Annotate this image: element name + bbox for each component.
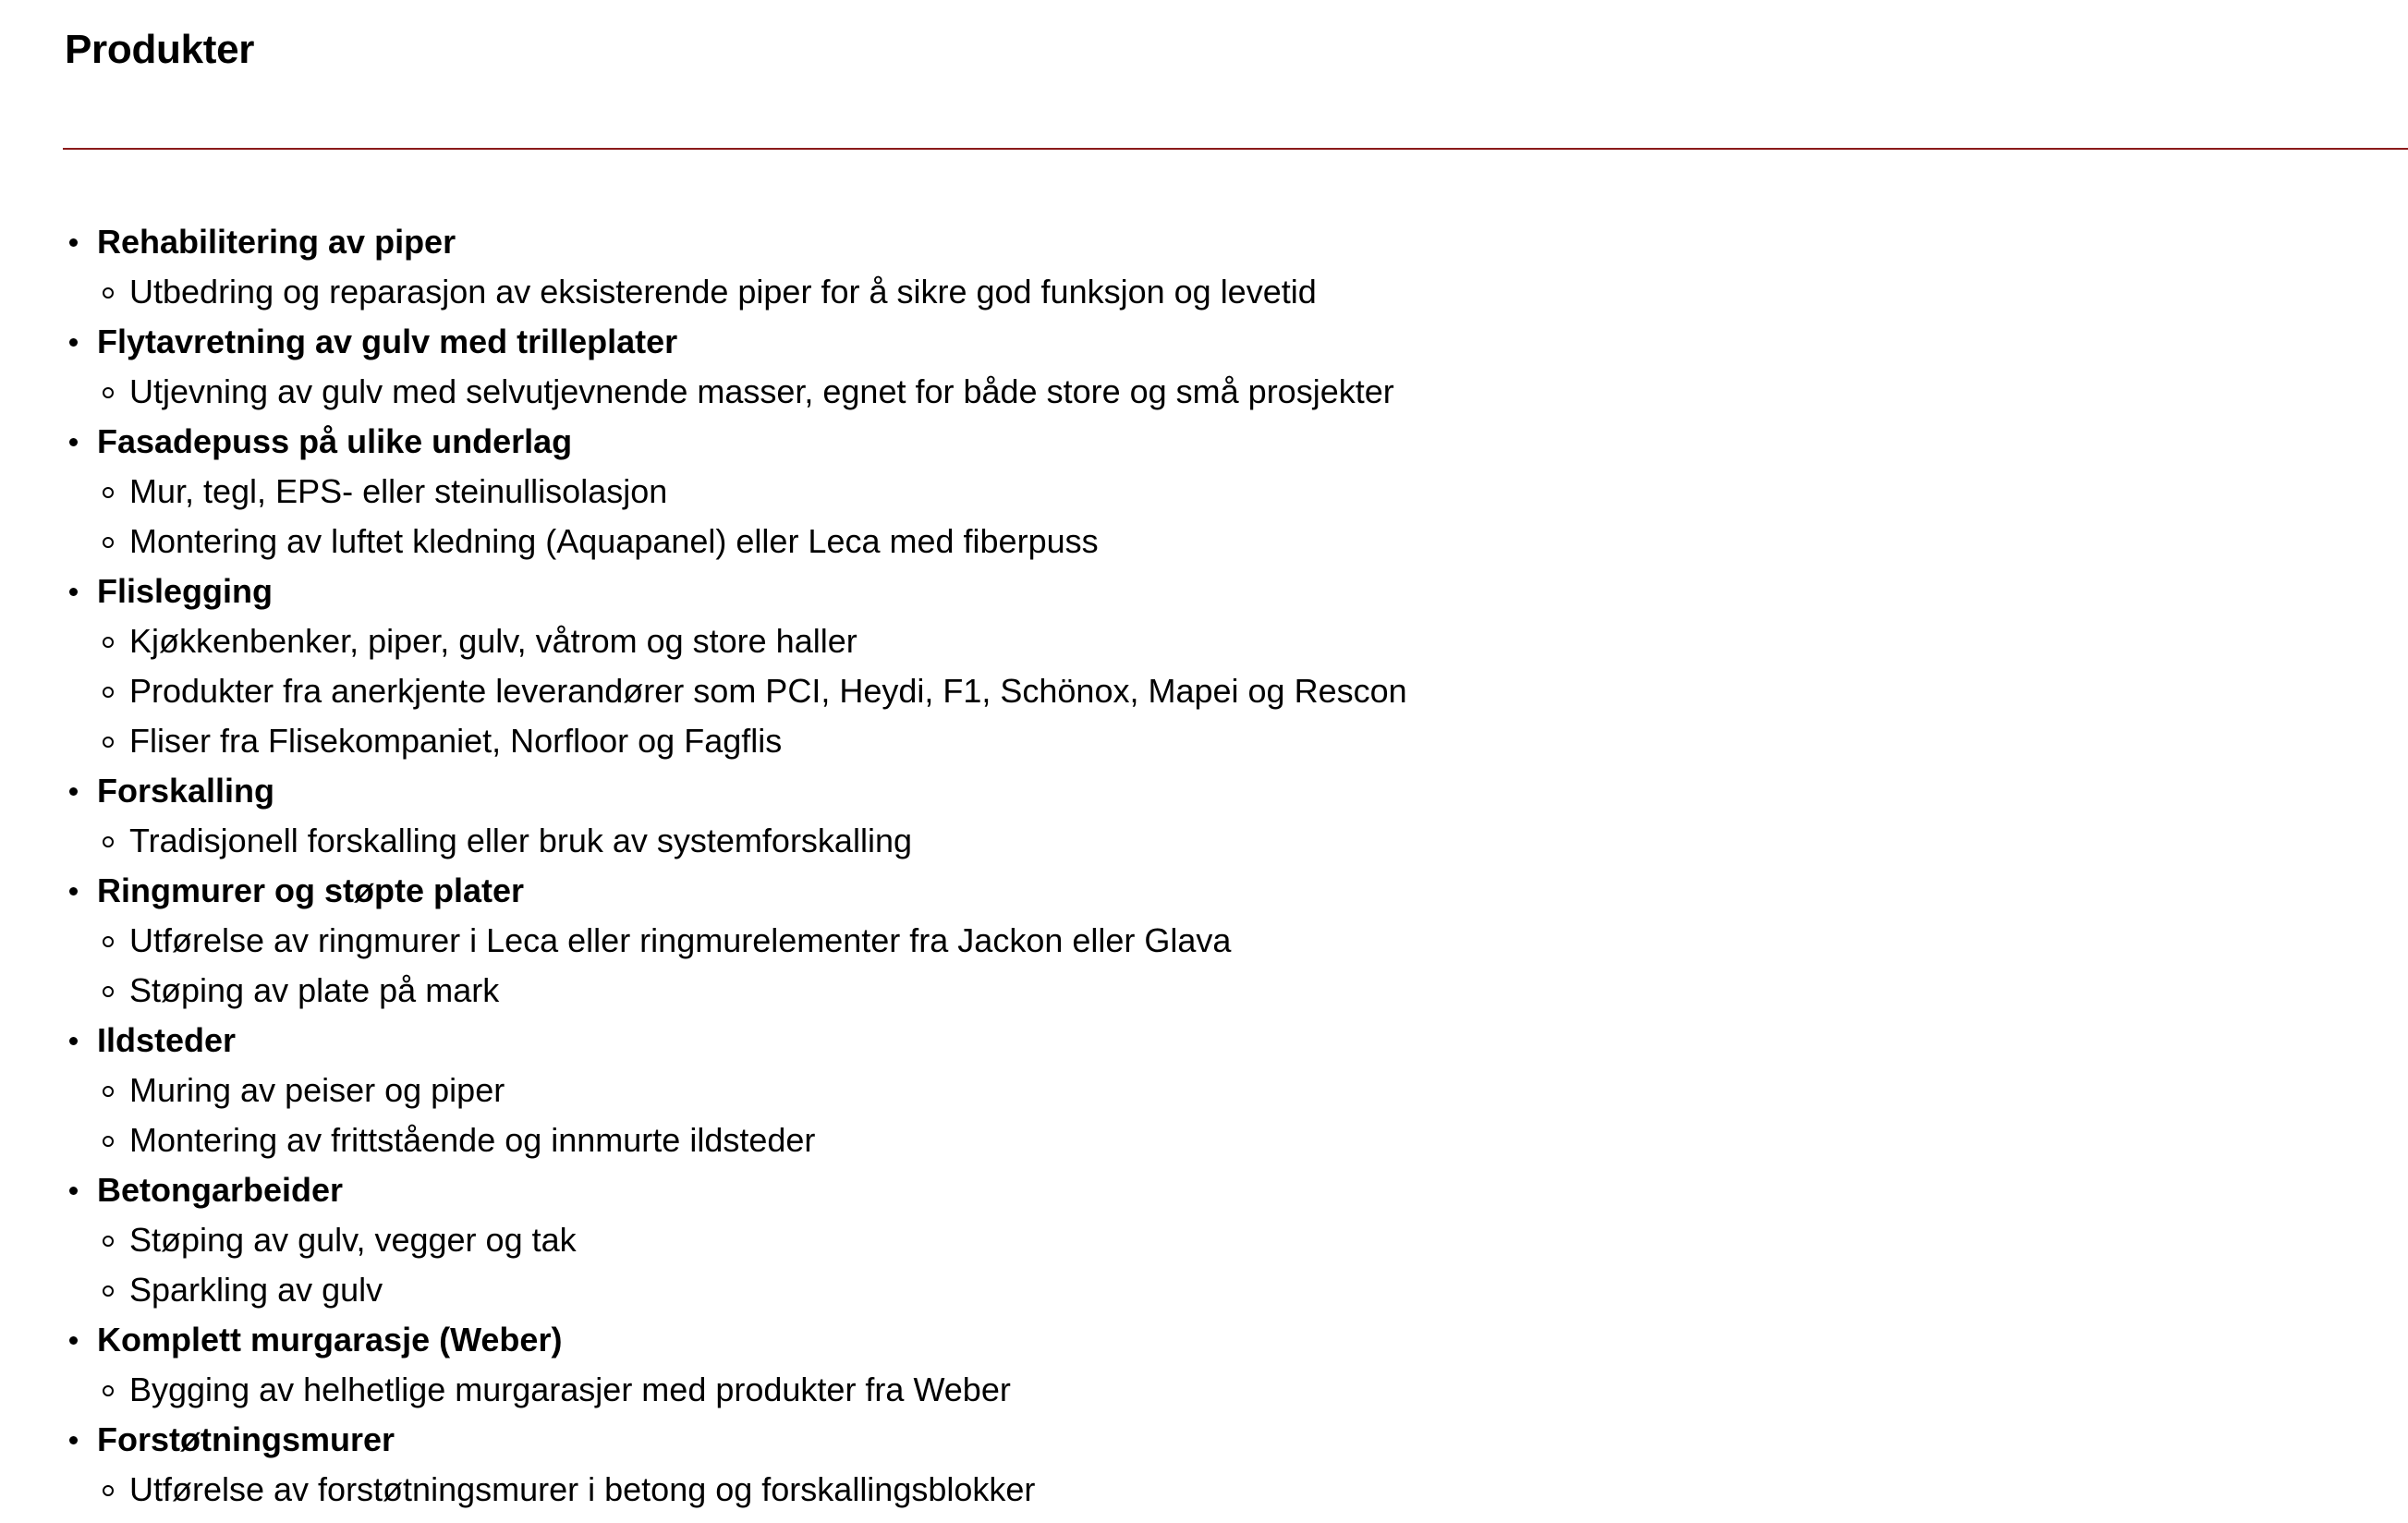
product-detail-list xyxy=(0,367,1407,417)
product-name: Ringmurer og støpte plater xyxy=(97,871,525,909)
product-item xyxy=(0,217,1407,317)
bullet-disc-icon xyxy=(69,887,78,896)
product-name: Fasadepuss på ulike underlag xyxy=(97,422,573,460)
product-row xyxy=(0,1165,1407,1215)
product-detail-text: Sparkling av gulv xyxy=(129,1271,383,1309)
product-detail-item xyxy=(0,367,1407,417)
product-detail-list xyxy=(0,267,1407,317)
bullet-disc-icon xyxy=(69,1187,78,1195)
bullet-circle-icon xyxy=(103,287,114,299)
product-detail-item xyxy=(0,816,1407,866)
bullet-circle-icon xyxy=(103,1285,114,1297)
product-detail-text: Støping av gulv, vegger og tak xyxy=(129,1221,577,1259)
product-list xyxy=(0,217,1407,1515)
product-detail-item xyxy=(0,666,1407,716)
product-item xyxy=(0,1165,1407,1315)
bullet-disc-icon xyxy=(69,787,78,796)
bullet-disc-icon xyxy=(69,438,78,446)
bullet-disc-icon xyxy=(69,1037,78,1045)
product-name: Ildsteder xyxy=(97,1021,237,1059)
product-detail-text: Montering av frittstående og innmurte ildsteder xyxy=(129,1121,816,1159)
bullet-circle-icon xyxy=(103,1086,114,1097)
product-detail-text: Støping av plate på mark xyxy=(129,971,500,1009)
product-detail-text: Muring av peiser og piper xyxy=(129,1071,505,1109)
product-name: Flislegging xyxy=(97,572,274,610)
bullet-disc-icon xyxy=(69,338,78,347)
product-row xyxy=(0,1315,1407,1365)
bullet-circle-icon xyxy=(103,537,114,548)
product-detail-text: Utførelse av forstøtningsmurer i betong og forskallingsblokker xyxy=(129,1470,1036,1508)
bullet-circle-icon xyxy=(103,737,114,748)
product-row xyxy=(0,417,1407,467)
product-detail-list xyxy=(0,1066,1407,1165)
bullet-circle-icon xyxy=(103,637,114,648)
bullet-disc-icon xyxy=(69,588,78,596)
product-item xyxy=(0,567,1407,766)
product-detail-text: Utbedring og reparasjon av eksisterende piper for å sikre god funksjon og levetid xyxy=(129,273,1317,311)
product-detail-list xyxy=(0,616,1407,766)
product-row xyxy=(0,317,1407,367)
product-item xyxy=(0,1016,1407,1165)
product-detail-list xyxy=(0,916,1407,1016)
product-detail-text: Mur, tegl, EPS- eller steinullisolasjon xyxy=(129,472,668,510)
page-title: Produkter xyxy=(65,27,255,72)
product-detail-list xyxy=(0,816,1407,866)
bullet-circle-icon xyxy=(103,1485,114,1496)
product-row xyxy=(0,866,1407,916)
product-detail-item xyxy=(0,517,1407,567)
product-item xyxy=(0,1415,1407,1515)
product-item xyxy=(0,317,1407,417)
product-detail-list xyxy=(0,1365,1407,1415)
product-detail-text: Montering av luftet kledning (Aquapanel) eller Leca med fiberpuss xyxy=(129,522,1099,560)
bullet-circle-icon xyxy=(103,1385,114,1396)
bullet-circle-icon xyxy=(103,687,114,698)
product-detail-list xyxy=(0,1215,1407,1315)
product-detail-text: Kjøkkenbenker, piper, gulv, våtrom og store haller xyxy=(129,622,857,660)
product-detail-item xyxy=(0,1066,1407,1115)
bullet-circle-icon xyxy=(103,1136,114,1147)
product-detail-item xyxy=(0,1115,1407,1165)
product-detail-item xyxy=(0,1265,1407,1315)
product-name: Forskalling xyxy=(97,772,275,810)
bullet-circle-icon xyxy=(103,836,114,847)
product-detail-list xyxy=(0,1465,1407,1515)
product-detail-text: Tradisjonell forskalling eller bruk av systemforskalling xyxy=(129,822,912,859)
product-name: Komplett murgarasje (Weber) xyxy=(97,1321,563,1359)
product-row xyxy=(0,567,1407,616)
product-detail-item xyxy=(0,966,1407,1016)
bullet-circle-icon xyxy=(103,1236,114,1247)
product-item xyxy=(0,866,1407,1016)
bullet-circle-icon xyxy=(103,387,114,398)
product-name: Flytavretning av gulv med trilleplater xyxy=(97,323,678,360)
product-detail-text: Bygging av helhetlige murgarasjer med produkter fra Weber xyxy=(129,1371,1011,1408)
bullet-disc-icon xyxy=(69,1336,78,1345)
product-detail-text: Utjevning av gulv med selvutjevnende masser, egnet for både store og små prosjekter xyxy=(129,372,1394,410)
product-detail-item xyxy=(0,1465,1407,1515)
product-detail-item xyxy=(0,616,1407,666)
product-row xyxy=(0,217,1407,267)
product-detail-item xyxy=(0,916,1407,966)
product-detail-item xyxy=(0,716,1407,766)
product-detail-text: Produkter fra anerkjente leverandører som PCI, Heydi, F1, Schönox, Mapei og Rescon xyxy=(129,672,1407,710)
product-name: Betongarbeider xyxy=(97,1171,344,1209)
bullet-circle-icon xyxy=(103,487,114,498)
product-detail-list xyxy=(0,467,1407,567)
product-detail-text: Fliser fra Flisekompaniet, Norfloor og Fagflis xyxy=(129,722,783,760)
product-detail-item xyxy=(0,1365,1407,1415)
product-detail-item xyxy=(0,467,1407,517)
product-row xyxy=(0,1016,1407,1066)
bullet-circle-icon xyxy=(103,936,114,947)
bullet-disc-icon xyxy=(69,1436,78,1444)
product-item xyxy=(0,417,1407,567)
product-detail-item xyxy=(0,267,1407,317)
bullet-disc-icon xyxy=(69,238,78,247)
product-item xyxy=(0,1315,1407,1415)
product-name: Rehabilitering av piper xyxy=(97,223,456,261)
product-row xyxy=(0,766,1407,816)
product-detail-text: Utførelse av ringmurer i Leca eller ringmurelementer fra Jackon eller Glava xyxy=(129,921,1232,959)
bullet-circle-icon xyxy=(103,986,114,997)
product-name: Forstøtningsmurer xyxy=(97,1420,395,1458)
product-detail-item xyxy=(0,1215,1407,1265)
product-item xyxy=(0,766,1407,866)
product-row xyxy=(0,1415,1407,1465)
title-divider xyxy=(63,148,2408,150)
